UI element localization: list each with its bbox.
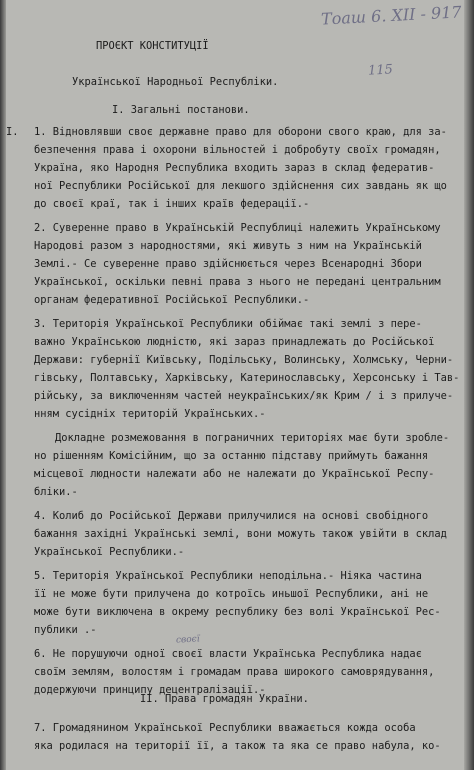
text-line: 2. Суверенне право в Українській Республиці належить Українському xyxy=(34,222,441,234)
text-line: Української, оскільки певні права з нього не передані центральним xyxy=(34,276,441,288)
text-line: нням сусідніх територій Українських.- xyxy=(34,408,266,420)
section-heading-general: I. Загальні постанови. xyxy=(112,104,250,116)
text-line: рійську, за виключенням частей неукраїнських/як Крим / і з прилуче- xyxy=(34,390,454,402)
handwritten-insertion: своєї xyxy=(175,634,200,646)
text-line: 5. Територія Української Республики неподільна.- Ніяка частина xyxy=(34,570,422,582)
text-line: Української Республики.- xyxy=(34,546,185,558)
text-line: безпечення права і охорони вільностей і добробуту своїх громадян, xyxy=(34,144,441,156)
text-line: Народові разом з народностями, які живуть з ним на Українській xyxy=(34,240,422,252)
text-line: гівську, Полтавську, Харківську, Катеринославську, Херсонську і Тав- xyxy=(34,372,460,384)
text-line: 7. Громадянином Української Республики вважається кожда особа xyxy=(34,722,416,734)
text-line: Землі.- Се суверенне право здійснюється через Всенародні Збори xyxy=(34,258,422,270)
text-line: додержуючи принципу децентралізації.- xyxy=(34,684,266,696)
text-line: 6. Не порушуючи одної своєї власти Українська Республика надає xyxy=(34,648,422,660)
text-line: Докладне розмежовання в пограничних територіях має бути зробле- xyxy=(55,432,450,444)
text-line: но рішенням Комісійним, що за останню підставу приймуть бажання xyxy=(34,450,429,462)
text-line: 4. Колиб до Російської Держави прилучилися на основі свобідного xyxy=(34,510,429,522)
text-line: публики .- xyxy=(34,624,97,636)
text-line: 1. Відновлявши своє державне право для оборони свого краю, для за- xyxy=(34,126,447,138)
text-line: до своєї краї, так і інших країв федерації.- xyxy=(34,198,310,210)
text-line: Держави: губернії Київську, Подільську, Волинську, Холмську, Черни- xyxy=(34,354,454,366)
handwritten-page-number: 115 xyxy=(367,62,394,79)
margin-mark: I. xyxy=(6,126,19,138)
document-title: ПРОЄКТ КОНСТИТУЦІЇ xyxy=(96,40,209,52)
text-line: може бути виключена в окрему республику без волі Української Рес- xyxy=(34,606,441,618)
text-line: її не може бути прилучена до котроїсь иньшої Республики, ані не xyxy=(34,588,429,600)
page-edge-right xyxy=(464,0,474,770)
text-line: місцевої людности належати або не належати до Української Респу- xyxy=(34,468,435,480)
text-line: органам федеративної Російської Республики.- xyxy=(34,294,310,306)
text-line: ної Республики Російської для лекшого здійснення сих завдань як що xyxy=(34,180,447,192)
handwritten-note: Тоаш 6. XII - 917 xyxy=(321,2,463,29)
text-line: бліки.- xyxy=(34,486,78,498)
text-line: бажання західні Українські землі, вони можуть також увійти в склад xyxy=(34,528,447,540)
text-line: Україна, яко Народня Республика входить зараз в склад федератив- xyxy=(34,162,435,174)
text-line: важно Українською людністю, які зараз принадлежать до Російської xyxy=(34,336,435,348)
text-line: 3. Територія Української Республики обіймає такі землі з пере- xyxy=(34,318,422,330)
section-heading-rights: II. Права громадян України. xyxy=(140,693,309,705)
text-line: своїм землям, волостям і громадам права широкого самоврядування, xyxy=(34,666,435,678)
page-edge-left xyxy=(0,0,6,770)
document-subtitle: Української Народньої Республіки. xyxy=(72,76,279,88)
text-line: яка родилася на території її, а також та яка се право набула, ко- xyxy=(34,740,441,752)
